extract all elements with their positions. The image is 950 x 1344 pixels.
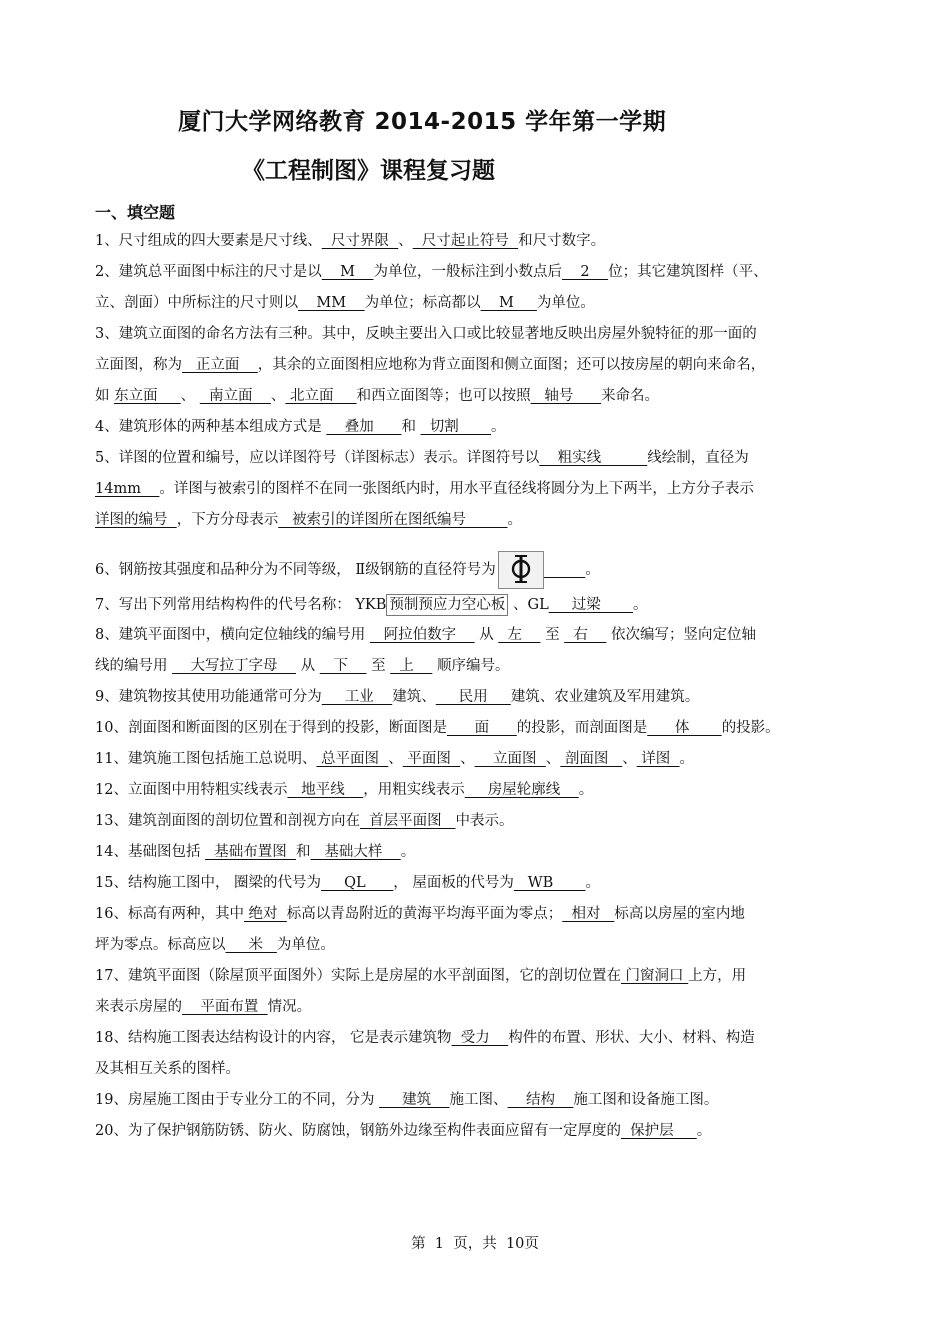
line-text: 10、剖面图和断面图的区别在于得到的投影，断面图是	[95, 720, 447, 736]
line-text: 来表示房屋的	[95, 999, 182, 1015]
blank-fill	[544, 562, 585, 578]
question-line	[95, 625, 756, 645]
answer-blank: 基础大样	[310, 844, 401, 860]
answer-blank: 房屋轮廓线	[464, 782, 579, 798]
answer-blank: 基础布置图	[205, 844, 296, 860]
line-text: 建筑、农业建筑及军用建筑。	[510, 689, 700, 705]
question-line	[95, 966, 746, 986]
line-text: 立面图，称为	[95, 357, 182, 373]
line-text: ， 屋面板的代号为	[393, 875, 514, 891]
question-line	[95, 656, 509, 676]
line-text: 5、详图的位置和编号，应以详图符号（详图标志）表示。详图符号以	[95, 450, 540, 466]
answer-blank: 正立面	[182, 357, 258, 373]
question-line	[95, 355, 765, 375]
line-text: 标高以青岛附近的黄海平均海平面为零点；	[286, 906, 563, 922]
answer-blank: 地平线	[287, 782, 364, 798]
line-text: 18、结构施工图表达结构设计的内容， 它是表示建筑物	[95, 1030, 452, 1046]
question-line	[95, 479, 754, 499]
line-text: 和西立面图等；也可以按照	[356, 388, 531, 404]
question-line	[95, 324, 757, 344]
answer-blank: 过梁	[548, 597, 634, 613]
line-text: 和尺寸数字。	[518, 233, 606, 249]
question-line	[95, 448, 749, 468]
line-text: 构件的布置、形状、大小、材料、构造	[508, 1030, 755, 1046]
line-text: 从	[474, 627, 499, 643]
answer-blank: 面	[446, 720, 517, 736]
line-text: 。详图与被索引的图样不在同一张图纸内时，用水平直径线将圆分为上下两半，上方分子表示	[159, 481, 754, 497]
section-title: 一、填空题	[95, 203, 176, 222]
question-line	[95, 749, 694, 769]
answer-blank: 总平面图	[316, 751, 389, 767]
answer-blank: 立面图	[474, 751, 546, 767]
line-text: ，下方分母表示	[176, 512, 279, 528]
answer-blank: 结构	[507, 1092, 574, 1108]
answer-blank: 左	[498, 627, 541, 643]
answer-blank: 阿拉伯数字	[369, 627, 475, 643]
line-text: 8、建筑平面图中，横向定位轴线的编号用	[95, 627, 370, 643]
answer-blank	[496, 562, 585, 578]
line-text: 2、建筑总平面图中标注的尺寸是以	[95, 264, 322, 280]
line-text: 。	[578, 782, 594, 798]
question-line	[95, 1121, 711, 1141]
answer-blank: 平面图	[402, 751, 461, 767]
line-text: 顺序编号。	[432, 658, 510, 674]
line-text: 情况。	[267, 999, 312, 1015]
answer-blank: 14mm	[95, 481, 160, 497]
answer-blank: 2	[561, 264, 609, 280]
answer-blank: 南立面	[199, 388, 271, 404]
line-text: 施工图、	[449, 1092, 508, 1108]
line-text: 、	[545, 751, 561, 767]
question-line	[95, 510, 522, 530]
answer-blank: 大写拉丁字母	[172, 658, 296, 674]
answer-blank: 详图	[636, 751, 680, 767]
line-text: 为单位，一般标注到小数点后	[373, 264, 562, 280]
answer-blank: 平面布置	[182, 999, 268, 1015]
line-text: 、	[622, 751, 637, 767]
answer-blank: WB	[513, 875, 586, 891]
line-text: 6、钢筋按其强度和品种分为不同等级， Ⅱ级钢筋的直径符号为	[95, 562, 496, 578]
question-line	[95, 904, 745, 924]
answer-blank: 剖面图	[560, 751, 623, 767]
question-line	[95, 417, 506, 437]
line-text: 为单位；标高都以	[364, 295, 481, 311]
document-title: 厦门大学网络教育 2014-2015 学年第一学期	[178, 109, 667, 135]
answer-blank: 体	[647, 720, 722, 736]
line-text: 、	[270, 388, 286, 404]
line-text: 7、写出下列常用结构构件的代号名称： YKB	[95, 597, 387, 613]
line-text: ，其余的立面图相应地称为背立面图和侧立面图；还可以按房屋的朝向来命名，	[257, 357, 766, 373]
line-text: 和	[401, 419, 421, 435]
line-text: 3、建筑立面图的命名方法有三种。其中，反映主要出入口或比较显著地反映出房屋外貌特征的那一面的	[95, 326, 757, 342]
line-text: 、	[180, 388, 200, 404]
line-text: 12、立面图中用特粗实线表示	[95, 782, 288, 798]
answer-blank: 上	[390, 658, 433, 674]
answer-blank: 切割	[420, 419, 492, 435]
answer-blank: 建筑	[379, 1092, 450, 1108]
line-text: 线的编号用	[95, 658, 173, 674]
line-text: 施工图和设备施工图。	[573, 1092, 719, 1108]
page-number: 第 1 页，共 10页	[411, 1236, 539, 1252]
answer-blank: MM	[298, 295, 365, 311]
line-text: 14、基础图包括	[95, 844, 206, 860]
line-text: 。	[491, 419, 506, 435]
line-text: 如	[95, 388, 115, 404]
answer-blank: M	[480, 295, 537, 311]
line-text: 及其相互关系的图样。	[95, 1061, 240, 1077]
line-text: 立、剖面）中所标注的尺寸则以	[95, 295, 298, 311]
line-text: 。	[400, 844, 416, 860]
answer-blank: 下	[319, 658, 367, 674]
question-line	[95, 293, 595, 313]
line-text: 。	[679, 751, 695, 767]
line-text: 建筑、	[392, 689, 436, 705]
document-subtitle: 《工程制图》课程复习题	[242, 158, 495, 184]
line-text: 4、建筑形体的两种基本组成方式是	[95, 419, 327, 435]
answer-blank: 粗实线	[539, 450, 648, 466]
answer-blank: 工业	[321, 689, 393, 705]
answer-blank: 东立面	[114, 388, 181, 404]
answer-box: 预制预应力空心板	[386, 594, 508, 616]
question-line	[95, 811, 514, 831]
answer-blank: 尺寸起止符号	[412, 233, 519, 249]
line-text: 从	[295, 658, 320, 674]
line-text: 、	[388, 751, 403, 767]
line-text: 13、建筑剖面图的剖切位置和剖视方向在	[95, 813, 360, 829]
answer-blank: 绝对	[243, 906, 287, 922]
question-line	[95, 262, 768, 282]
question-line	[95, 842, 415, 862]
line-text: 至	[540, 627, 565, 643]
answer-blank: 门窗洞口	[620, 968, 689, 984]
answer-blank: QL	[321, 875, 394, 891]
line-text: 位；其它建筑图样（平、	[608, 264, 768, 280]
answer-blank: 详图的编号	[95, 512, 177, 528]
line-text: 。	[585, 875, 601, 891]
question-line	[95, 386, 659, 406]
answer-blank: 北立面	[285, 388, 357, 404]
line-text: 。	[507, 512, 523, 528]
line-text: 为单位。	[536, 295, 595, 311]
line-text: 17、建筑平面图（除屋顶平面图外）实际上是房屋的水平剖面图，它的剖切位置在	[95, 968, 621, 984]
answer-blank: 受力	[451, 1030, 509, 1046]
line-text: 、GL	[508, 597, 549, 613]
answer-blank: 右	[564, 627, 607, 643]
answer-blank: 叠加	[326, 419, 402, 435]
line-text: ，用粗实线表示	[363, 782, 465, 798]
line-text: 为单位。	[276, 937, 335, 953]
line-text: 来命名。	[601, 388, 660, 404]
line-text: 、	[460, 751, 475, 767]
line-text: 11、建筑施工图包括施工总说明、	[95, 751, 317, 767]
line-text: 。	[696, 1123, 712, 1139]
question-line	[95, 718, 780, 738]
question-line	[95, 997, 311, 1017]
line-text: 的投影，而剖面图是	[516, 720, 648, 736]
answer-blank: 尺寸界限	[321, 233, 399, 249]
question-line	[95, 231, 605, 251]
line-text: 依次编写；竖向定位轴	[606, 627, 756, 643]
line-text: 、	[398, 233, 413, 249]
question-line	[95, 594, 648, 616]
line-text: 至	[366, 658, 391, 674]
answer-blank: 轴号	[530, 388, 602, 404]
line-text: 上方，用	[688, 968, 747, 984]
line-text: 。	[585, 562, 600, 578]
line-text: 1、尺寸组成的四大要素是尺寸线、	[95, 233, 322, 249]
question-line	[95, 935, 335, 955]
line-text: 19、房屋施工图由于专业分工的不同，分为	[95, 1092, 380, 1108]
line-text: 20、为了保护钢筋防锈、防火、防腐蚀，钢筋外边缘至构件表面应留有一定厚度的	[95, 1123, 621, 1139]
line-text: 中表示。	[455, 813, 514, 829]
line-text: 和	[296, 844, 311, 860]
rebar-diameter-symbol-icon	[498, 551, 544, 589]
answer-blank: 相对	[562, 906, 615, 922]
question-line	[95, 1059, 240, 1079]
question-line	[95, 873, 600, 893]
line-text: 15、结构施工图中， 圈梁的代号为	[95, 875, 322, 891]
answer-blank: 米	[225, 937, 277, 953]
line-text: 线绘制，直径为	[647, 450, 749, 466]
answer-blank: M	[321, 264, 374, 280]
line-text: 。	[633, 597, 648, 613]
answer-blank: 保护层	[620, 1123, 697, 1139]
question-line	[95, 550, 600, 590]
line-text: 标高以房屋的室内地	[614, 906, 745, 922]
answer-blank: 民用	[435, 689, 511, 705]
line-text: 的投影。	[721, 720, 780, 736]
line-text: 9、建筑物按其使用功能通常可分为	[95, 689, 322, 705]
question-line	[95, 780, 593, 800]
question-line	[95, 1090, 718, 1110]
answer-blank: 首层平面图	[359, 813, 456, 829]
line-text: 坪为零点。标高应以	[95, 937, 226, 953]
question-line	[95, 1028, 755, 1048]
answer-blank: 被索引的详图所在图纸编号	[278, 512, 508, 528]
question-line	[95, 687, 699, 707]
line-text: 16、标高有两种，其中	[95, 906, 244, 922]
